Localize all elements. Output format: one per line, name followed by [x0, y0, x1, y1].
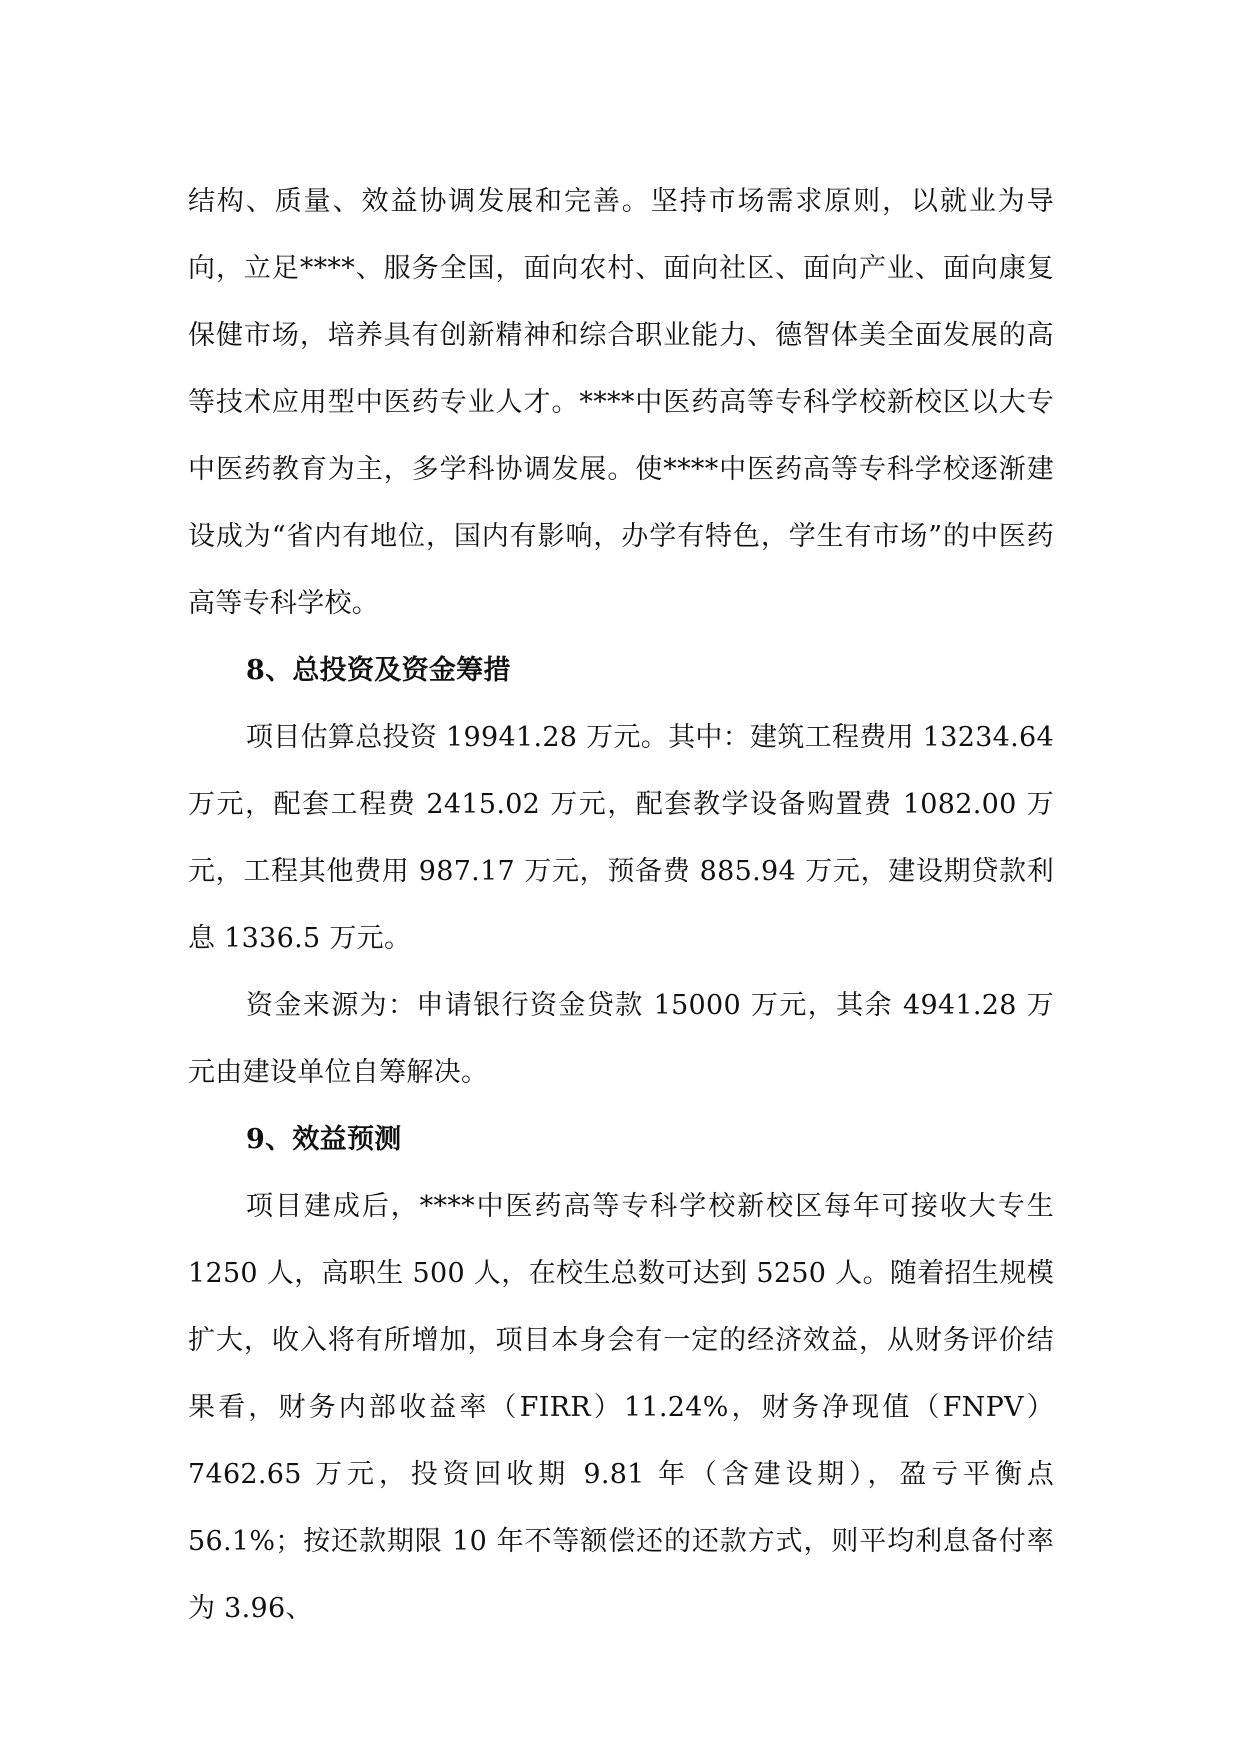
body-paragraph-benefit-forecast: 项目建成后，****中医药高等专科学校新校区每年可接收大专生 1250 人，高职生 500 人，在校生总数可达到 5250 人。随着招生规模扩大，收入将有所增加，项目本身会有一定的经济效益，从财务评价结果看，财务内部收益率（FIRR）11.24%，财务净现值（FNPV）7462.65 万元，投资回收期 9.81 年（含建设期），盈亏平衡点 56.1%；按还款期限 10 年不等额偿还的还款方式，则平均利息备付率为 3.96、 — [188, 1191, 1054, 1624]
section-heading-investment: 8、总投资及资金筹措 — [246, 655, 511, 686]
body-paragraph-mission: 结构、质量、效益协调发展和完善。坚持市场需求原则，以就业为导向，立足****、服务全国，面向农村、面向社区、面向产业、面向康复保健市场，培养具有创新精神和综合职业能力、德智体美全面发展的高等技术应用型中医药专业人才。****中医药高等专科学校新校区以大专中医药教育为主，多学科协调发展。使****中医药高等专科学校逐渐建设成为“省内有地位，国内有影响，办学有特色，学生有市场”的中医药高等专科学校。 — [188, 186, 1054, 619]
document-body — [188, 168, 1054, 1642]
body-paragraph-funding-source: 资金来源为：申请银行资金贷款 15000 万元，其余 4941.28 万元由建设单位自筹解决。 — [188, 990, 1054, 1088]
body-paragraph-investment-total: 项目估算总投资 19941.28 万元。其中：建筑工程费用 13234.64 万元，配套工程费 2415.02 万元，配套教学设备购置费 1082.00 万元，工程其他费用 987.17 万元，预备费 885.94 万元，建设期贷款利息 1336.5 万元。 — [188, 722, 1054, 954]
section-heading-benefit: 9、效益预测 — [246, 1124, 402, 1155]
